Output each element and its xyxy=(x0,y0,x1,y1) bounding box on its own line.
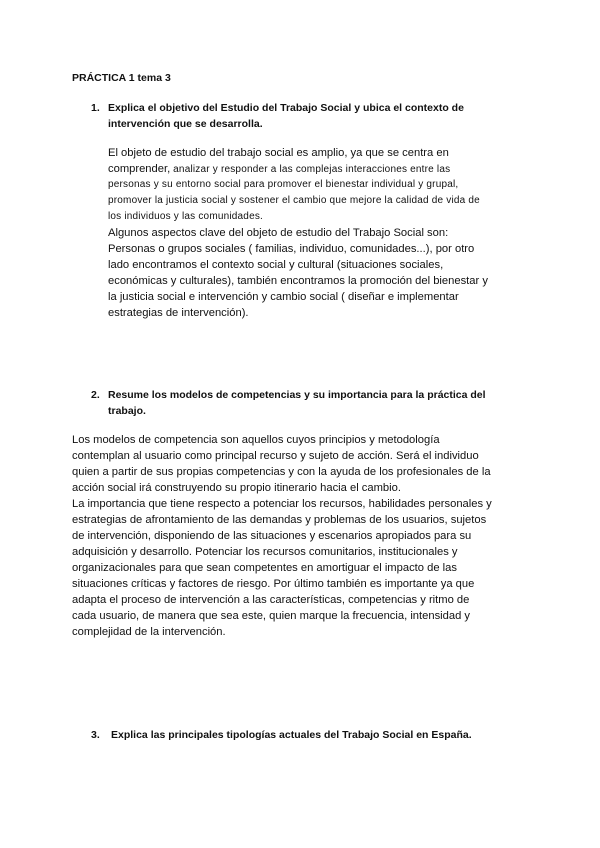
question-3-number: 3. xyxy=(91,729,100,741)
answer-line: acción social irá construyendo su propio itinerario hacia el cambio. xyxy=(72,482,401,494)
answer-line: situaciones críticas y factores de riesgo. Por último también es importante ya que xyxy=(72,578,475,590)
question-1-text xyxy=(108,100,464,132)
answer-line: Personas o grupos sociales ( familias, individuo, comunidades...), por otro xyxy=(108,243,475,255)
answer-line: económicas y culturales), también encontramos la promoción del bienestar y xyxy=(108,275,488,287)
question-2-number: 2. xyxy=(91,389,100,401)
answer-line: lado encontramos el contexto social y cultural (situaciones sociales, xyxy=(108,259,444,271)
answer-1-small-block xyxy=(108,177,488,225)
answer-line: Los modelos de competencia son aquellos cuyos principios y metodología xyxy=(72,434,440,446)
question-line: intervención que se desarrolla. xyxy=(108,118,263,130)
answer-line: adapta el proceso de intervención a las características, competencias y ritmo de xyxy=(72,594,470,606)
question-line: trabajo. xyxy=(108,405,146,417)
page-title: PRÁCTICA 1 tema 3 xyxy=(72,72,171,84)
question-line: Resume los modelos de competencias y su importancia para la práctica del xyxy=(108,389,486,401)
answer-line: personas y su entorno social para promover el bienestar individual y grupal, xyxy=(108,179,459,190)
answer-line: La importancia que tiene respecto a potenciar los recursos, habilidades personales y xyxy=(72,498,492,510)
answer-line: El objeto de estudio del trabajo social es amplio, ya que se centra en xyxy=(108,147,449,159)
question-3-text xyxy=(111,727,472,743)
answer-line: los individuos y las comunidades. xyxy=(108,211,264,222)
answer-line: complejidad de la intervención. xyxy=(72,626,226,638)
answer-line: cada usuario, de manera que sea este, quien marque la frecuencia, intensidad y xyxy=(72,610,471,622)
question-2-text xyxy=(108,387,486,419)
answer-line: adquisición y desarrollo. Potenciar los recursos comunitarios, institucionales y xyxy=(72,546,458,558)
question-1-number: 1. xyxy=(91,102,100,114)
answer-line xyxy=(108,161,488,177)
answer-line: promover la justicia social y sostener el cambio que mejore la calidad de vida de xyxy=(108,195,480,206)
answer-line: quien a partir de sus propias competencias y con la ayuda de los profesionales de la xyxy=(72,466,491,478)
answer-line: de intervención, disponiendo de las situaciones y escenarios apropiados para su xyxy=(72,530,472,542)
answer-segment-small: analizar y responder a las complejas interacciones entre las xyxy=(170,164,451,175)
answer-line: estrategias de intervención). xyxy=(108,307,249,319)
answer-line: organizacionales para que sean competentes en amortiguar el impacto de las xyxy=(72,562,457,574)
answer-segment: comprender, xyxy=(108,163,171,175)
answer-line: la justicia social e intervención y cambio social ( diseñar e implementar xyxy=(108,291,459,303)
answer-line: estrategias de afrontamiento de las demandas y problemas de los usuarios, sujetos xyxy=(72,514,487,526)
answer-2 xyxy=(72,432,492,640)
answer-line: Algunos aspectos clave del objeto de estudio del Trabajo Social son: xyxy=(108,227,449,239)
answer-line: contemplan al usuario como principal recurso y sujeto de acción. Será el individuo xyxy=(72,450,479,462)
question-line: Explica el objetivo del Estudio del Trabajo Social y ubica el contexto de xyxy=(108,102,464,114)
question-line: Explica las principales tipologías actuales del Trabajo Social en España. xyxy=(111,729,472,741)
answer-1 xyxy=(108,145,488,321)
